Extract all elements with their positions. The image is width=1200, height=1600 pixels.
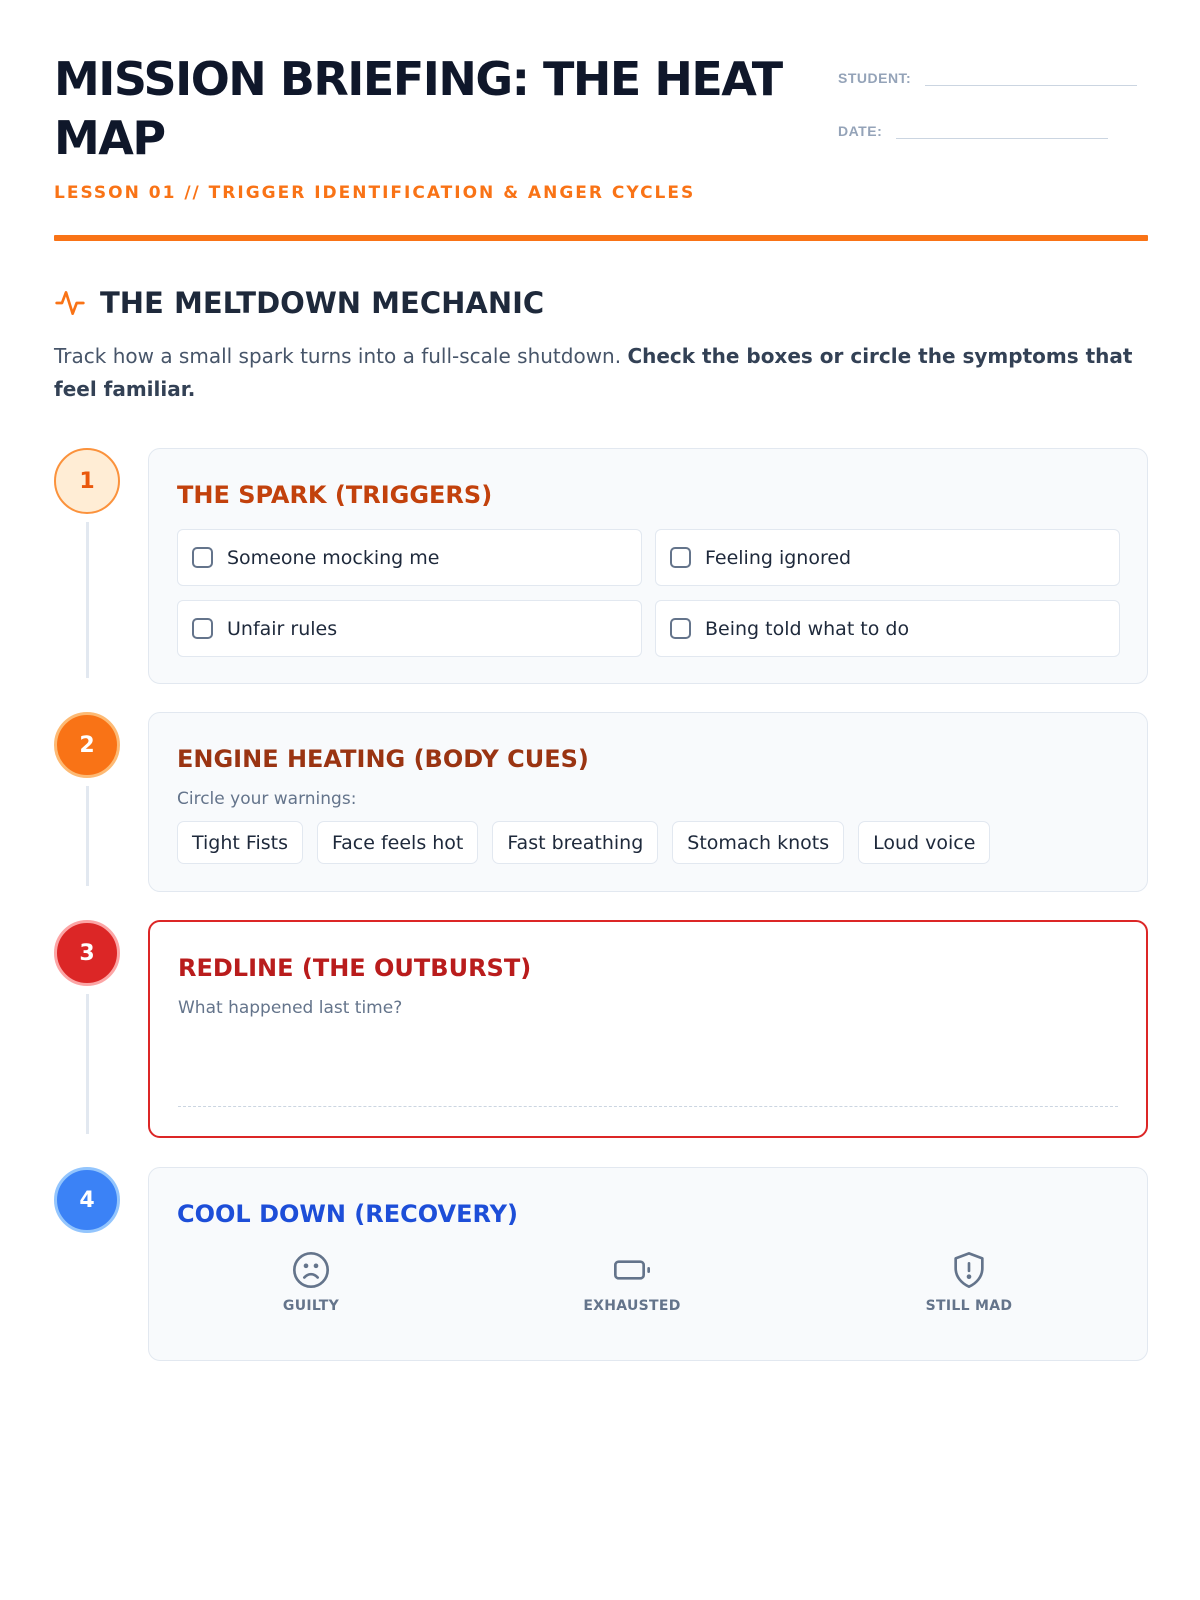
section-heading [54,286,544,320]
student-line[interactable] [925,64,1137,86]
trigger-option[interactable] [655,529,1120,586]
checkbox[interactable] [670,547,691,568]
page-title: MISSION BRIEFING: THE HEAT MAP [54,52,782,165]
trigger-option-label: Unfair rules [227,617,338,640]
lesson-subtitle: LESSON 01 // TRIGGER IDENTIFICATION & ANGER CYCLES [54,183,696,203]
feeling-option-still-mad[interactable] [889,1250,1049,1314]
student-field[interactable] [838,64,1137,86]
checkbox[interactable] [670,618,691,639]
trigger-option[interactable] [177,600,642,657]
body-cue-tag[interactable]: Tight Fists [177,821,303,864]
activity-icon [54,287,86,319]
trigger-option-label: Someone mocking me [227,546,440,569]
body-cue-tag[interactable]: Loud voice [858,821,990,864]
step-number-4: 4 [54,1167,120,1233]
date-field[interactable] [838,117,1108,139]
step-number-1: 1 [54,448,120,514]
trigger-option-label: Being told what to do [705,617,910,640]
body-cue-tag[interactable]: Face feels hot [317,821,478,864]
section-intro [54,340,1154,406]
date-label: DATE: [838,123,883,139]
shield-alert-icon [949,1250,989,1290]
intro-instruction: Check the boxes or circle the symptoms that feel familiar. [54,344,1133,401]
section-title: THE MELTDOWN MECHANIC [100,286,545,320]
checkbox[interactable] [192,547,213,568]
feeling-label: STILL MAD [925,1298,1013,1314]
feeling-label: EXHAUSTED [583,1298,681,1314]
trigger-option-label: Feeling ignored [705,546,852,569]
spark-title: THE SPARK (TRIGGERS) [177,481,493,509]
redline-hint: What happened last time? [178,998,403,1018]
engine-heating-hint: Circle your warnings: [177,789,357,809]
battery-low-icon [612,1250,652,1290]
feeling-label: GUILTY [282,1298,340,1314]
engine-heating-card [148,712,1148,892]
intro-text: Track how a small spark turns into a full-scale shutdown. [54,344,628,368]
step-number-2: 2 [54,712,120,778]
body-cue-tags [177,821,990,864]
timeline-connector [86,522,89,678]
redline-title: REDLINE (THE OUTBURST) [178,954,532,982]
trigger-option[interactable] [177,529,642,586]
feeling-option-exhausted[interactable] [552,1250,712,1314]
timeline-connector [86,786,89,886]
trigger-option[interactable] [655,600,1120,657]
date-line[interactable] [896,117,1108,139]
feeling-option-guilty[interactable] [231,1250,391,1314]
answer-line[interactable] [178,1106,1118,1107]
header-divider [54,235,1148,241]
cool-down-card [148,1167,1148,1361]
cool-down-title: COOL DOWN (RECOVERY) [177,1200,519,1228]
sad-face-icon [291,1250,331,1290]
body-cue-tag[interactable]: Stomach knots [672,821,844,864]
body-cue-tag[interactable]: Fast breathing [492,821,658,864]
engine-heating-title: ENGINE HEATING (BODY CUES) [177,745,589,773]
student-label: STUDENT: [838,70,912,86]
timeline-connector [86,994,89,1134]
redline-card [148,920,1148,1138]
step-number-3: 3 [54,920,120,986]
spark-card [148,448,1148,684]
checkbox[interactable] [192,618,213,639]
